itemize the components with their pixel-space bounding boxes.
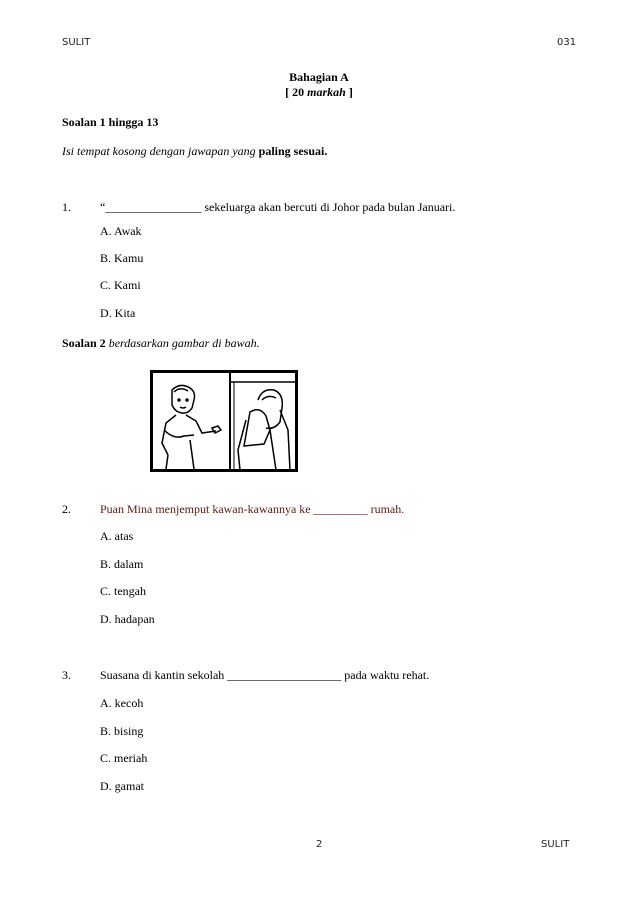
header-left: SULIT [62, 37, 91, 48]
instruction: Isi tempat kosong dengan jawapan yang paling sesuai. [62, 144, 328, 158]
option: B. bising [100, 724, 144, 738]
option: C. tengah [100, 584, 146, 598]
option: D. Kita [100, 306, 136, 320]
option: D. gamat [100, 779, 144, 793]
option: A. Awak [100, 224, 142, 238]
option: B. Kamu [100, 251, 144, 265]
option: B. dalam [100, 557, 144, 571]
option: D. hadapan [100, 612, 155, 626]
page-number: 2 [316, 839, 323, 850]
option: A. atas [100, 529, 134, 543]
header-right: 031 [557, 37, 577, 48]
illustration-image [150, 370, 298, 472]
question-number: 1. [62, 200, 71, 214]
option: A. kecoh [100, 696, 144, 710]
question-number: 2. [62, 502, 71, 516]
section-marks: [ 20 markah ] [285, 85, 353, 99]
option: C. Kami [100, 278, 141, 292]
illustration-frame [152, 372, 297, 471]
question-number: 3. [62, 668, 71, 682]
section-title: Bahagian A [289, 70, 349, 84]
q2-intro: Soalan 2 berdasarkan gambar di bawah. [62, 336, 260, 350]
question-text: “________________ sekeluarga akan bercuti di Johor pada bulan Januari. [100, 200, 456, 214]
footer-right: SULIT [541, 839, 570, 850]
question-text: Suasana di kantin sekolah ___________________ pada waktu rehat. [100, 668, 430, 682]
option: C. meriah [100, 751, 148, 765]
question-range: Soalan 1 hingga 13 [62, 115, 159, 129]
question-text: Puan Mina menjemput kawan-kawannya ke _________ rumah. [100, 502, 405, 516]
